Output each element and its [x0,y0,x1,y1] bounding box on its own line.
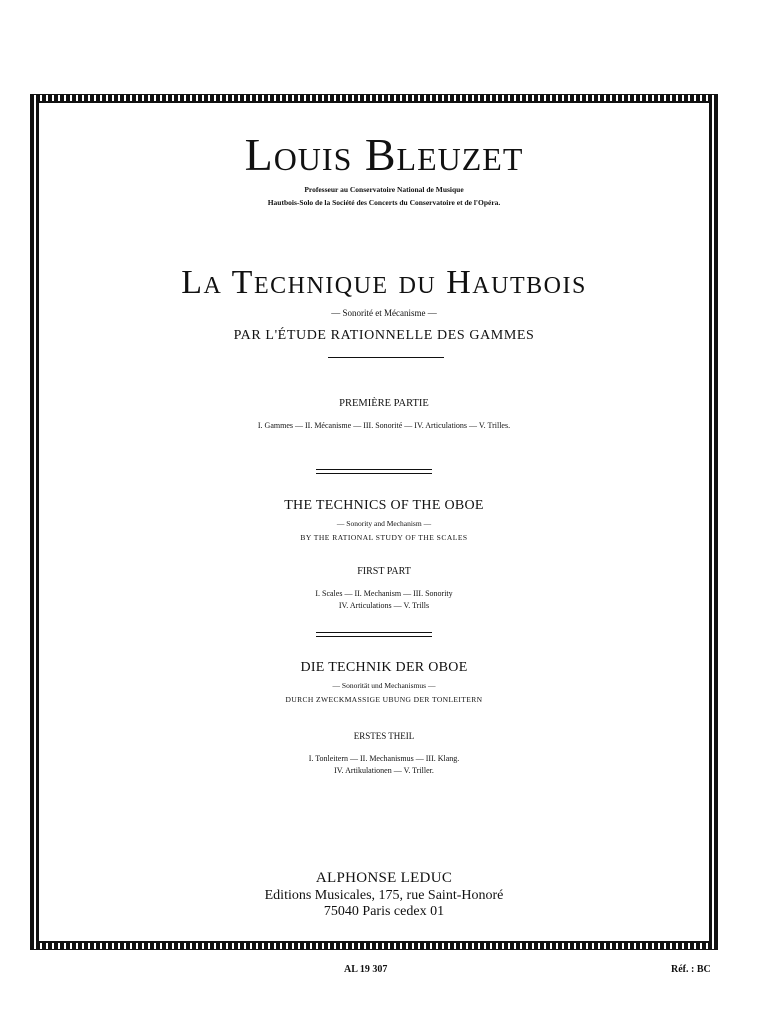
main-title-fr: La Technique du Hautbois [181,264,587,301]
study-line-de: DURCH ZWECKMASSIGE UBUNG DER TONLEITERN [285,695,483,704]
reference-code: Réf. : BC [671,964,711,975]
contents-en-2: IV. Articulations — V. Trills [338,601,430,610]
subtitle-en: — Sonority and Mechanism — [336,519,432,528]
double-divider [316,632,432,637]
author-title-1: Professeur au Conservatoire National de Musique [304,185,464,194]
publisher-name: ALPHONSE LEDUC [315,870,453,886]
publisher-address-1: Editions Musicales, 175, rue Saint-Honoré [264,888,504,903]
author-title-2: Hautbois-Solo de la Société des Concerts du Conservatoire et de l'Opéra. [267,198,501,207]
title-de: DIE TECHNIK DER OBOE [300,660,468,675]
part-heading-en: FIRST PART [357,566,411,577]
study-line-en: BY THE RATIONAL STUDY OF THE SCALES [300,533,468,542]
subtitle-fr: — Sonorité et Mécanisme — [331,308,437,318]
double-divider [316,469,432,474]
divider [328,357,444,358]
title-en: THE TECHNICS OF THE OBOE [284,498,484,513]
publisher-address-2: 75040 Paris cedex 01 [323,904,445,919]
part-heading-fr: PREMIÈRE PARTIE [339,398,429,409]
part-heading-de: ERSTES THEIL [353,731,415,741]
study-line-fr: PAR L'ÉTUDE RATIONNELLE DES GAMMES [233,328,535,343]
subtitle-de: — Sonorität und Mechanismus — [332,681,436,690]
contents-en-1: I. Scales — II. Mechanism — III. Sonority [315,589,453,598]
contents-de-2: IV. Artikulationen — V. Triller. [334,766,434,775]
contents-fr: I. Gammes — II. Mécanisme — III. Sonorité — IV. Articulations — V. Trilles. [257,421,511,430]
catalog-number: AL 19 307 [344,964,388,975]
author-name: Louis Bleuzet [244,129,524,180]
contents-de-1: I. Tonleitern — II. Mechanismus — III. Klang. [308,754,460,763]
